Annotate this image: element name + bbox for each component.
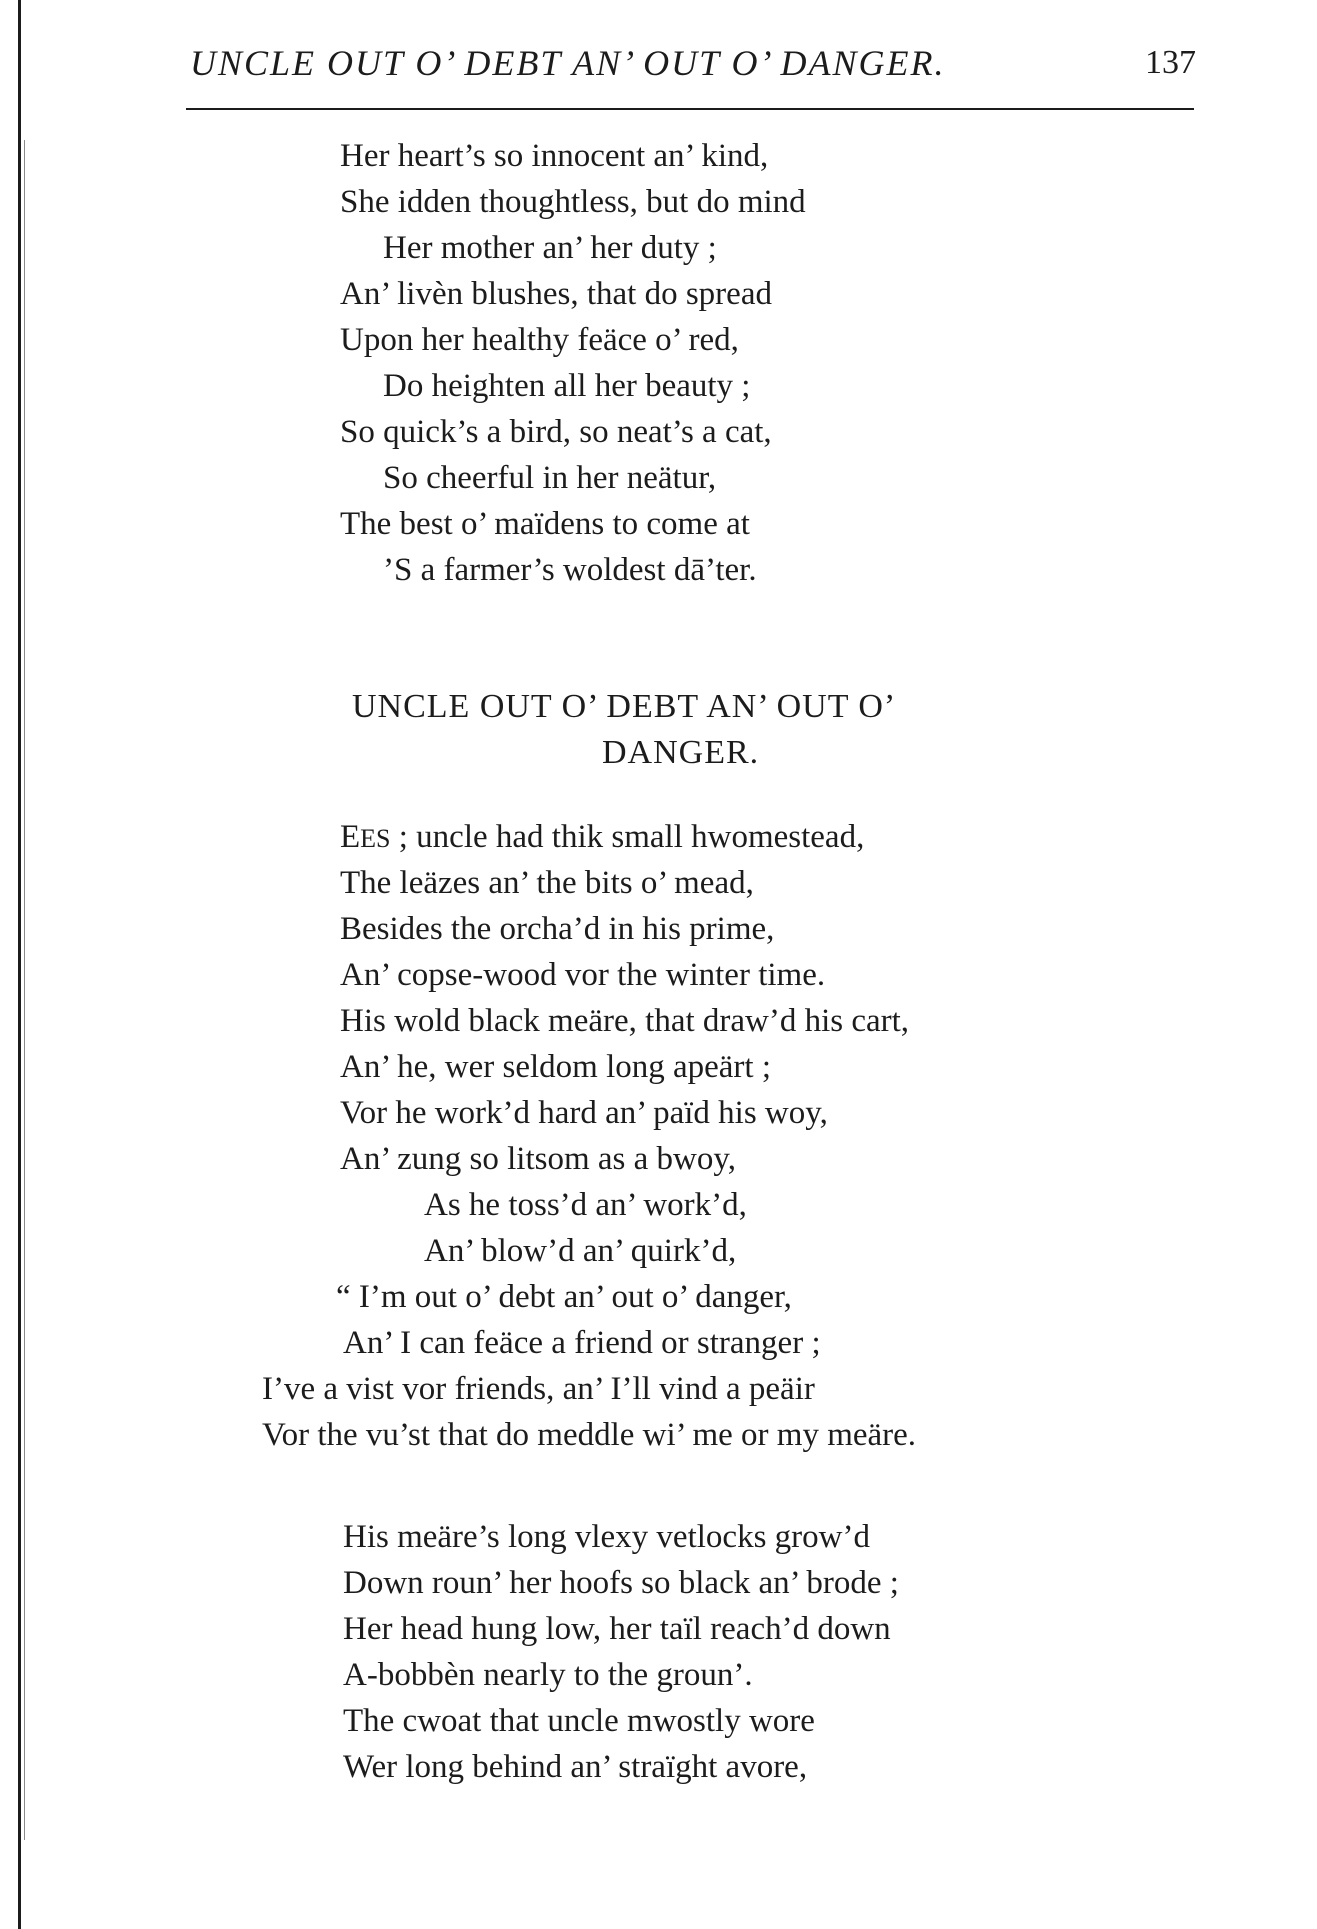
verse-line-remainder: ; uncle had thik small hwomestead,	[390, 819, 865, 855]
verse-line: An’ zung so litsom as a bwoy,	[340, 1141, 736, 1177]
poem-title-line-1: UNCLE OUT O’ DEBT AN’ OUT O’	[352, 688, 897, 725]
verse-line: I’ve a vist vor friends, an’ I’ll vind a peäir	[262, 1371, 815, 1407]
verse-line: So quick’s a bird, so neat’s a cat,	[340, 414, 772, 450]
verse-line-opening	[340, 817, 864, 859]
verse-line: An’ copse-wood vor the winter time.	[340, 957, 826, 993]
verse-line: A-bobbèn nearly to the groun’.	[343, 1657, 753, 1693]
verse-line: Upon her healthy feäce o’ red,	[340, 322, 739, 358]
verse-line: His meäre’s long vlexy vetlocks grow’d	[343, 1519, 870, 1555]
verse-line: An’ I can feäce a friend or stranger ;	[343, 1325, 821, 1361]
verse-line: So cheerful in her neätur,	[383, 460, 717, 496]
drop-initial: E	[340, 819, 361, 855]
verse-line: The leäzes an’ the bits o’ mead,	[340, 865, 754, 901]
running-head	[190, 42, 1190, 84]
verse-line: “ I’m out o’ debt an’ out o’ danger,	[336, 1279, 792, 1315]
verse-line: Wer long behind an’ straïght avore,	[343, 1749, 808, 1785]
verse-line: An’ he, wer seldom long apeärt ;	[340, 1049, 771, 1085]
verse-line: His wold black meäre, that draw’d his cart,	[340, 1003, 910, 1039]
verse-line: Her head hung low, her taïl reach’d down	[343, 1611, 891, 1647]
verse-line: An’ blow’d an’ quirk’d,	[424, 1233, 737, 1269]
verse-line: Vor the vu’st that do meddle wi’ me or my meäre.	[262, 1417, 917, 1453]
page-number: 137	[1145, 44, 1196, 81]
verse-line: The cwoat that uncle mwostly wore	[343, 1703, 815, 1739]
verse-line: ’S a farmer’s woldest dā’ter.	[383, 552, 757, 588]
verse-line: As he toss’d an’ work’d,	[424, 1187, 747, 1223]
verse-line: Her mother an’ her duty ;	[383, 230, 717, 266]
verse-line: An’ livèn blushes, that do spread	[340, 276, 772, 312]
verse-line: Vor he work’d hard an’ païd his woy,	[340, 1095, 828, 1131]
small-caps-rest: ES	[360, 824, 391, 853]
verse-line: Her heart’s so innocent an’ kind,	[340, 138, 769, 174]
header-rule	[186, 108, 1194, 110]
verse-line: Do heighten all her beauty ;	[383, 368, 751, 404]
running-head-title: UNCLE OUT O’ DEBT AN’ OUT O’ DANGER.	[190, 43, 946, 83]
page-binding-shadow	[24, 140, 25, 1840]
verse-line: Down roun’ her hoofs so black an’ brode ;	[343, 1565, 899, 1601]
verse-line: Besides the orcha’d in his prime,	[340, 911, 775, 947]
verse-line: She idden thoughtless, but do mind	[340, 184, 806, 220]
poem-title-line-2: DANGER.	[602, 734, 760, 771]
verse-line: The best o’ maïdens to come at	[340, 506, 750, 542]
page-binding-edge	[18, 0, 21, 1929]
